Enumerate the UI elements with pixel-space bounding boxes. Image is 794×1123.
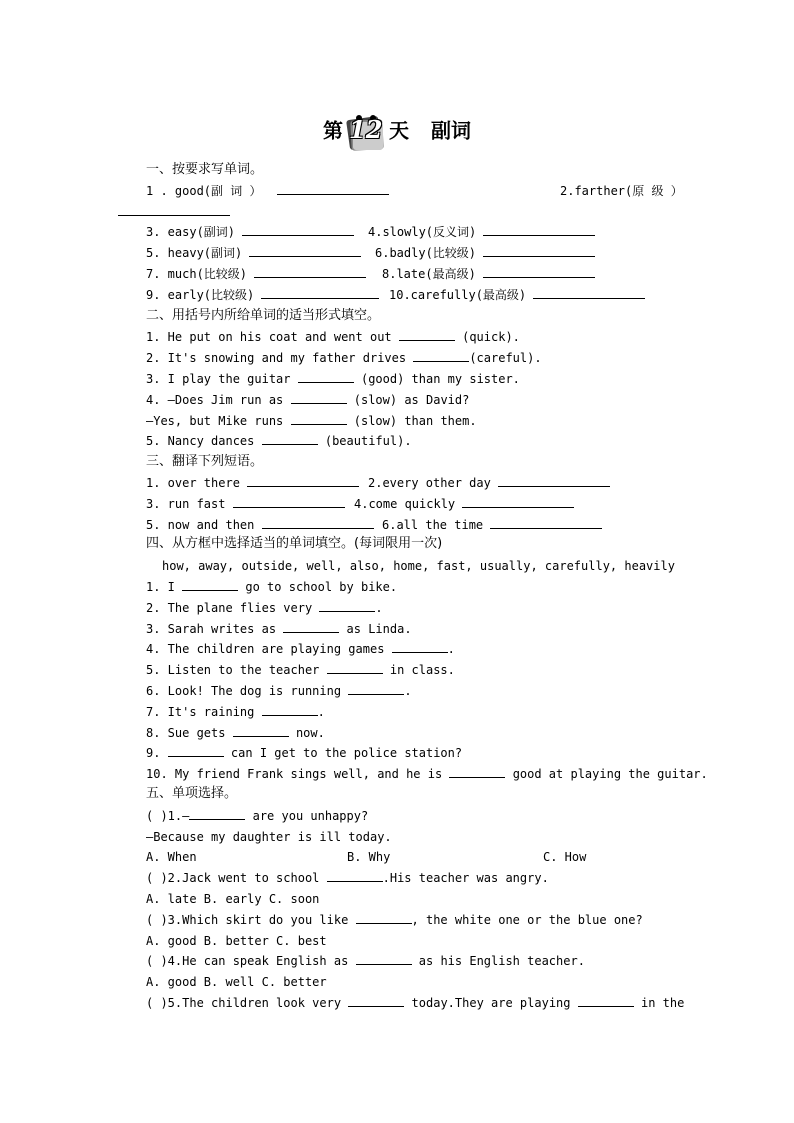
answer-blank[interactable] [413, 350, 469, 362]
answer-blank[interactable] [233, 725, 289, 737]
s5-q5: ( )5.The children look very today.They are playing in the [146, 996, 685, 1010]
s5-q1-reply: —Because my daughter is ill today. [146, 830, 392, 844]
answer-blank[interactable] [327, 662, 383, 674]
answer-blank[interactable] [261, 287, 379, 299]
s5-q1: ( )1.— are you unhappy? [146, 809, 369, 823]
answer-blank[interactable] [189, 808, 245, 820]
s2-q1: 1. He put on his coat and went out (quick). [146, 330, 520, 344]
answer-blank[interactable] [483, 245, 595, 257]
answer-blank[interactable] [483, 224, 595, 236]
answer-blank[interactable] [327, 870, 383, 882]
word-box: how, away, outside, well, also, home, fast, usually, carefully, heavily [162, 559, 675, 573]
title-topic: 副词 [431, 118, 471, 143]
answer-blank[interactable] [291, 392, 347, 404]
s5-q2: ( )2.Jack went to school .His teacher was angry. [146, 871, 549, 885]
s1-q1: 1 . good(副 词 ） [146, 183, 389, 199]
section-5-heading: 五、单项选择。 [146, 786, 238, 801]
answer-blank[interactable] [254, 266, 366, 278]
s3-q3: 3. run fast [146, 496, 345, 512]
answer-blank[interactable] [277, 183, 389, 195]
s4-q7: 7. It's raining . [146, 705, 325, 719]
answer-blank[interactable] [348, 683, 404, 695]
answer-blank[interactable] [182, 579, 238, 591]
s5-q1-option-a: A. When [146, 850, 197, 864]
s1-q2: 2.farther(原 级 ） [560, 184, 683, 198]
s5-q4-options: A. good B. well C. better [146, 975, 327, 989]
s1-q7: 7. much(比较级) [146, 266, 366, 282]
answer-blank[interactable] [392, 641, 448, 653]
s5-q3-options: A. good B. better C. best [146, 934, 327, 948]
title-suffix: 天 [389, 118, 409, 143]
s4-q1: 1. I go to school by bike. [146, 580, 398, 594]
answer-blank[interactable] [319, 600, 375, 612]
s2-q4-reply: —Yes, but Mike runs (slow) than them. [146, 414, 477, 428]
s2-q4: 4. —Does Jim run as (slow) as David? [146, 393, 470, 407]
s5-q2-options: A. late B. early C. soon [146, 892, 320, 906]
s3-q2: 2.every other day [368, 475, 610, 491]
answer-blank[interactable] [242, 224, 354, 236]
title-prefix: 第 [323, 118, 343, 143]
s2-q3: 3. I play the guitar (good) than my sister. [146, 372, 520, 386]
answer-blank[interactable] [262, 517, 374, 529]
section-4-heading: 四、从方框中选择适当的单词填空。(每词限用一次) [146, 536, 443, 551]
answer-blank[interactable] [356, 953, 412, 965]
s1-q2-blank [118, 204, 230, 220]
answer-blank[interactable] [578, 995, 634, 1007]
answer-blank[interactable] [168, 745, 224, 757]
s5-q4: ( )4.He can speak English as as his English teacher. [146, 954, 585, 968]
s5-q1-option-c: C. How [543, 850, 587, 864]
s3-q4: 4.come quickly [354, 496, 574, 512]
s5-q1-option-b: B. Why [347, 850, 391, 864]
s5-q3: ( )3.Which skirt do you like , the white one or the blue one? [146, 913, 643, 927]
s1-q4: 4.slowly(反义词) [368, 224, 595, 240]
s4-q9: 9. can I get to the police station? [146, 746, 463, 760]
day-number: 12 [349, 115, 383, 144]
s4-q2: 2. The plane flies very . [146, 601, 383, 615]
s1-q10: 10.carefully(最高级) [389, 287, 645, 303]
answer-blank[interactable] [348, 995, 404, 1007]
section-1-heading: 一、按要求写单词。 [146, 162, 264, 177]
answer-blank[interactable] [399, 329, 455, 341]
answer-blank[interactable] [118, 204, 230, 216]
answer-blank[interactable] [247, 475, 359, 487]
calendar-icon [345, 112, 387, 152]
s4-q10: 10. My friend Frank sings well, and he is good at playing the guitar. [146, 767, 708, 781]
s4-q4: 4. The children are playing games . [146, 642, 455, 656]
s2-q2: 2. It's snowing and my father drives (careful). [146, 351, 542, 365]
answer-blank[interactable] [283, 621, 339, 633]
answer-blank[interactable] [249, 245, 361, 257]
s1-q9: 9. early(比较级) [146, 287, 379, 303]
s4-q3: 3. Sarah writes as as Linda. [146, 622, 412, 636]
answer-blank[interactable] [262, 704, 318, 716]
s3-q5: 5. now and then [146, 517, 374, 533]
section-2-heading: 二、用括号内所给单词的适当形式填空。 [146, 308, 381, 323]
s3-q1: 1. over there [146, 475, 359, 491]
answer-blank[interactable] [356, 912, 412, 924]
answer-blank[interactable] [233, 496, 345, 508]
s3-q6: 6.all the time [382, 517, 602, 533]
answer-blank[interactable] [291, 413, 347, 425]
s1-q6: 6.badly(比较级) [375, 245, 595, 261]
s1-q8: 8.late(最高级) [382, 266, 595, 282]
s4-q5: 5. Listen to the teacher in class. [146, 663, 455, 677]
s1-q5: 5. heavy(副词) [146, 245, 361, 261]
s4-q6: 6. Look! The dog is running . [146, 684, 412, 698]
answer-blank[interactable] [462, 496, 574, 508]
page-title [0, 112, 794, 152]
s1-q3: 3. easy(副词) [146, 224, 354, 240]
section-3-heading: 三、翻译下列短语。 [146, 454, 264, 469]
answer-blank[interactable] [533, 287, 645, 299]
answer-blank[interactable] [490, 517, 602, 529]
answer-blank[interactable] [498, 475, 610, 487]
answer-blank[interactable] [449, 766, 505, 778]
answer-blank[interactable] [483, 266, 595, 278]
answer-blank[interactable] [262, 433, 318, 445]
answer-blank[interactable] [298, 371, 354, 383]
s2-q5: 5. Nancy dances (beautiful). [146, 434, 412, 448]
s4-q8: 8. Sue gets now. [146, 726, 325, 740]
